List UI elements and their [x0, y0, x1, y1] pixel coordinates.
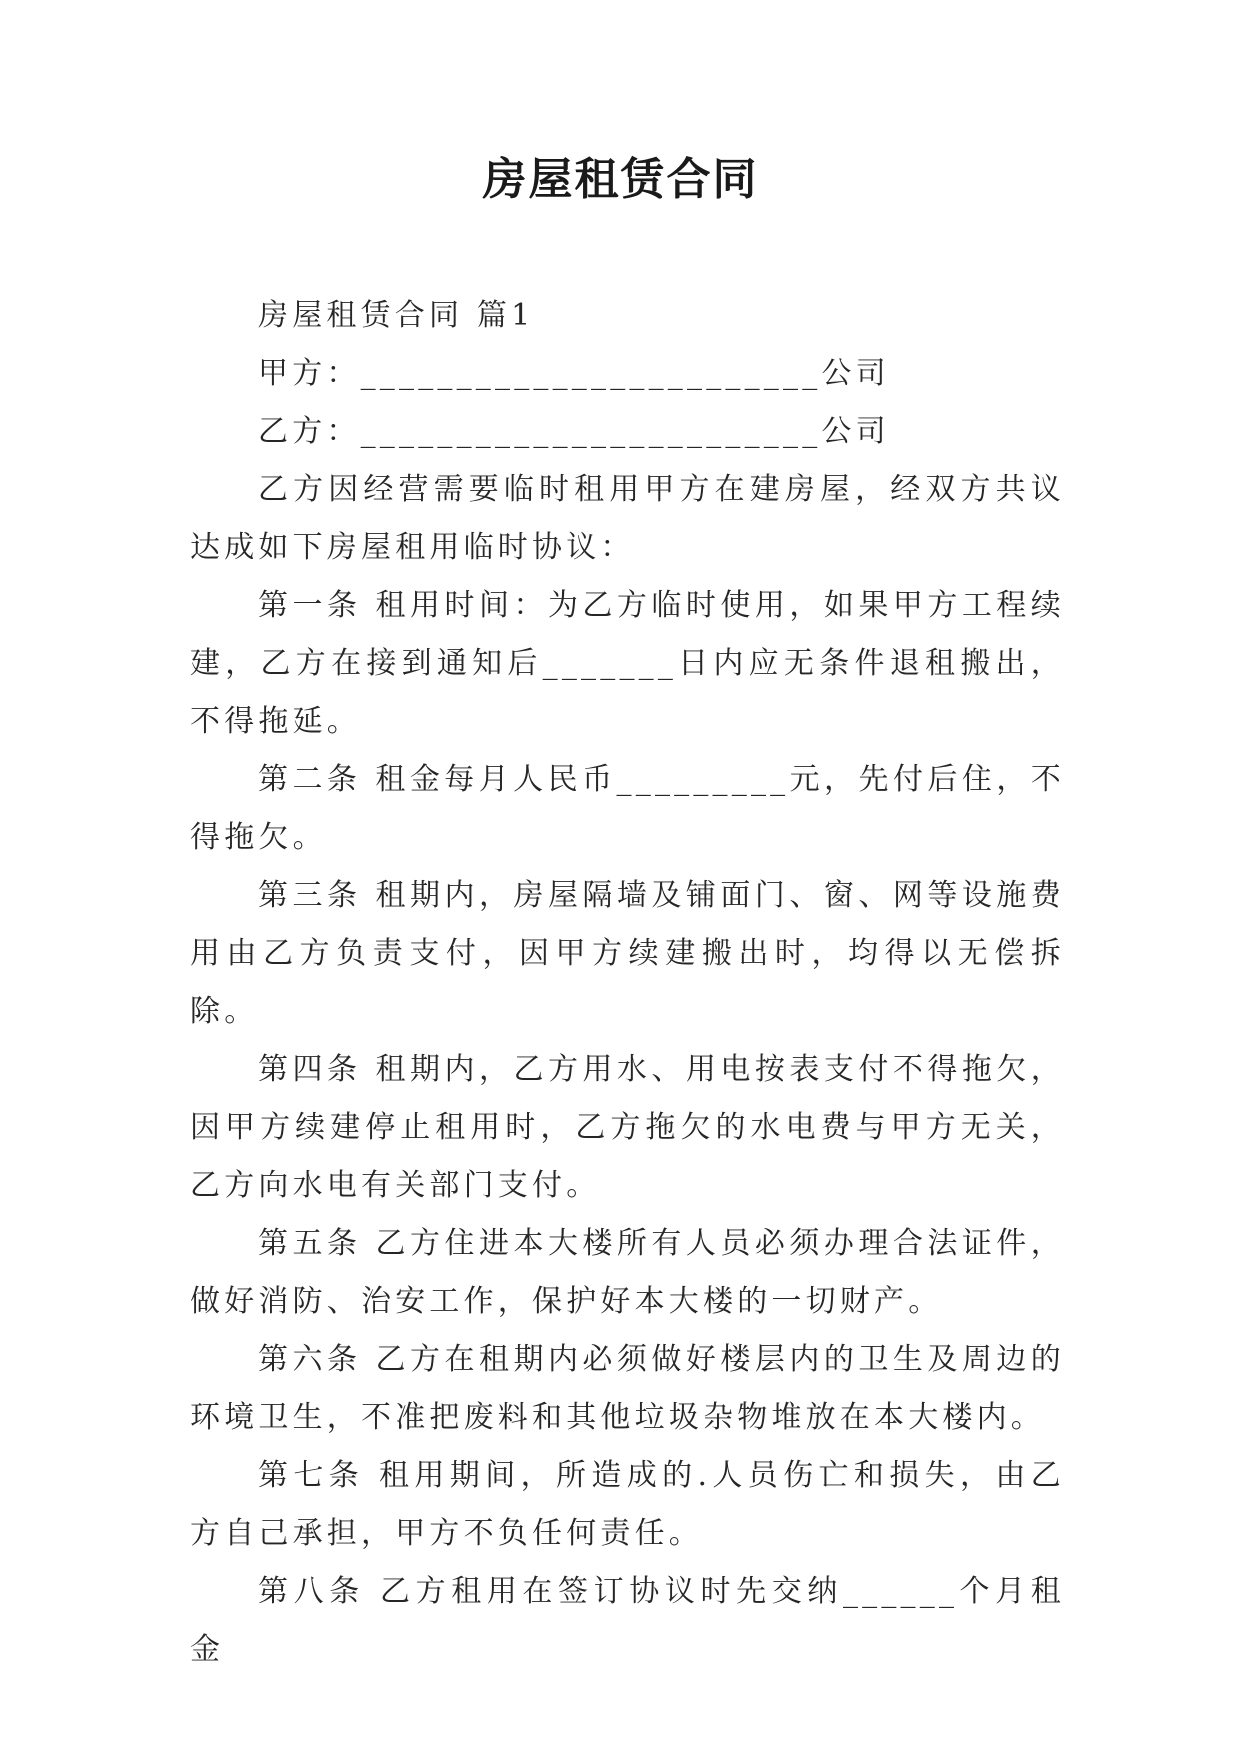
article-5: 第五条 乙方住进本大楼所有人员必须办理合法证件，做好消防、治安工作，保护好本大楼的一切财产。	[190, 1226, 1065, 1319]
article-1: 第一条 租用时间：为乙方临时使用，如果甲方工程续建，乙方在接到通知后_______日内应无条件退租搬出，不得拖延。	[190, 588, 1065, 739]
section-heading: 房屋租赁合同 篇1	[258, 298, 535, 333]
document-body	[190, 287, 1065, 1679]
article-4: 第四条 租期内，乙方用水、用电按表支付不得拖欠，因甲方续建停止租用时，乙方拖欠的水电费与甲方无关，乙方向水电有关部门支付。	[190, 1052, 1065, 1203]
article-7: 第七条 租用期间，所造成的.人员伤亡和损失，由乙方自己承担，甲方不负任何责任。	[190, 1458, 1065, 1551]
article-2: 第二条 租金每月人民币_________元，先付后住，不得拖欠。	[190, 762, 1065, 855]
preamble-paragraph: 乙方因经营需要临时租用甲方在建房屋，经双方共议达成如下房屋租用临时协议：	[190, 472, 1065, 565]
article-3: 第三条 租期内，房屋隔墙及铺面门、窗、网等设施费用由乙方负责支付，因甲方续建搬出时，均得以无偿拆除。	[190, 878, 1065, 1029]
party-b-line: 乙方：________________________公司	[258, 414, 890, 449]
article-8: 第八条 乙方租用在签订协议时先交纳______个月租金	[190, 1574, 1065, 1667]
article-6: 第六条 乙方在租期内必须做好楼层内的卫生及周边的环境卫生，不准把废料和其他垃圾杂物堆放在本大楼内。	[190, 1342, 1065, 1435]
document-title: 房屋租赁合同	[482, 154, 759, 205]
party-a-line: 甲方：________________________公司	[258, 356, 890, 391]
